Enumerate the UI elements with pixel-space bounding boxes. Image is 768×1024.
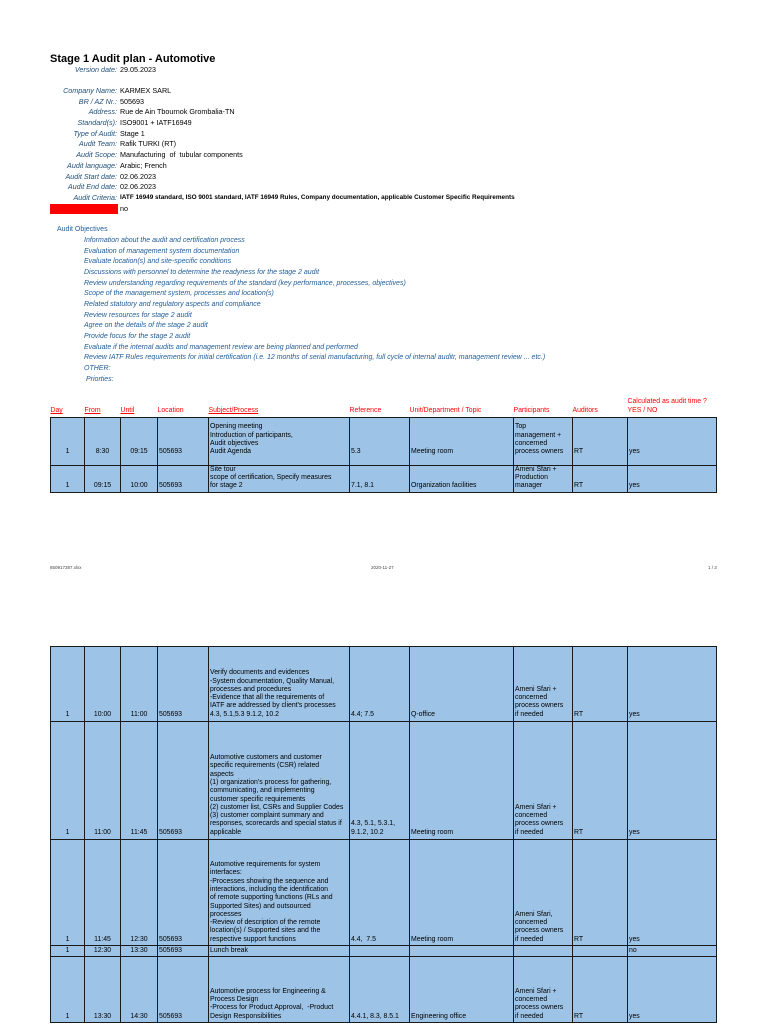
schedule-cell-calculated: yes <box>628 647 717 722</box>
schedule-cell-participants: Ameni Sfari + concerned process owners if needed <box>514 957 573 1023</box>
info-value: IATF 16949 standard, ISO 9001 standard, IATF 16949 Rules, Company documentation, applicable Customer Specific Requirements <box>120 193 515 201</box>
info-label-highlight <box>0 204 117 215</box>
objectives-priorities-label: Priorties: <box>86 375 114 383</box>
footer-page-number: 1 / 3 <box>708 564 717 570</box>
schedule-cell-auditors: RT <box>573 417 628 465</box>
info-value: 02.06.2023 <box>120 171 156 181</box>
objective-item: Information about the audit and certification process <box>84 236 245 244</box>
schedule-cell-from: 12:30 <box>85 946 121 957</box>
info-row-standards <box>0 118 768 129</box>
column-header-subject: Subject/Process <box>208 407 259 414</box>
info-row-address <box>0 107 768 118</box>
schedule-cell-from: 11:45 <box>85 840 121 946</box>
schedule-cell-auditors: RT <box>573 647 628 722</box>
schedule-cell-from: 8:30 <box>85 417 121 465</box>
schedule-cell-participants: Ameni Sfari + Production manager <box>514 465 573 493</box>
schedule-cell-participants <box>514 946 573 957</box>
info-row-end-date <box>0 182 768 193</box>
schedule-cell-day: 1 <box>51 465 85 493</box>
version-value: 29.05.2023 <box>120 64 156 74</box>
info-label: BR / AZ Nr.: <box>78 96 117 106</box>
schedule-cell-until: 13:30 <box>121 946 158 957</box>
info-value: no <box>120 203 128 213</box>
info-row-audit-criteria <box>0 193 768 204</box>
column-header-participants: Participants <box>513 407 550 414</box>
footer-filename: 850917387.xlsx <box>50 564 82 570</box>
schedule-cell-location: 505693 <box>158 465 209 493</box>
objective-item: Evaluate location(s) and site-specific conditions <box>84 258 232 266</box>
info-label: Address: <box>88 107 117 117</box>
info-label: Standard(s): <box>77 118 117 128</box>
column-header-location: Location <box>157 407 184 414</box>
info-label: Audit Start date: <box>65 171 117 181</box>
schedule-cell-calculated: yes <box>628 465 717 493</box>
column-header-unit: Unit/Department / Topic <box>409 407 482 414</box>
schedule-cell-until: 10:00 <box>121 465 158 493</box>
schedule-cell-from: 09:15 <box>85 465 121 493</box>
info-value: 505693 <box>120 96 144 106</box>
schedule-cell-reference: 4.4.1, 8.3, 8.5.1 <box>350 957 410 1023</box>
audit-info-block <box>0 86 768 214</box>
schedule-cell-unit: Meeting room <box>410 722 514 840</box>
schedule-body-page-2 <box>51 647 717 1023</box>
objectives-other-label: OTHER: <box>84 365 111 373</box>
schedule-cell-calculated: yes <box>628 417 717 465</box>
column-header-auditors: Auditors <box>572 407 598 414</box>
schedule-cell-calculated: yes <box>628 840 717 946</box>
info-row-audit-language <box>0 161 768 172</box>
schedule-cell-reference: 4.4, 7.5 <box>350 840 410 946</box>
schedule-cell-participants: Ameni Sfari, concerned process owners if needed <box>514 840 573 946</box>
info-value: 02.06.2023 <box>120 182 156 192</box>
schedule-cell-auditors: RT <box>573 465 628 493</box>
info-row-audit-type <box>0 129 768 140</box>
objectives-heading: Audit Objectives <box>57 226 108 234</box>
schedule-cell-unit: Meeting room <box>410 417 514 465</box>
schedule-cell-participants: Ameni Sfari + concerned process owners if needed <box>514 647 573 722</box>
info-row-start-date <box>0 172 768 183</box>
schedule-cell-day: 1 <box>51 647 85 722</box>
schedule-cell-day: 1 <box>51 840 85 946</box>
schedule-cell-from: 10:00 <box>85 647 121 722</box>
schedule-cell-subject: Opening meeting Introduction of participants, Audit objectives Audit Agenda <box>209 417 350 465</box>
schedule-cell-calculated: yes <box>628 957 717 1023</box>
info-label: Audit Team: <box>78 139 117 149</box>
schedule-row <box>51 946 717 957</box>
schedule-cell-auditors: RT <box>573 722 628 840</box>
schedule-table-page-2 <box>50 646 717 1023</box>
schedule-cell-from: 11:00 <box>85 722 121 840</box>
objective-item: Provide focus for the stage 2 audit <box>84 333 191 341</box>
column-header-day: Day <box>50 407 63 414</box>
schedule-header-row <box>51 397 717 417</box>
objective-item: Discussions with personnel to determine the readyness for the stage 2 audit <box>84 268 320 276</box>
version-row <box>0 65 768 76</box>
schedule-table-page-1 <box>50 397 717 493</box>
schedule-cell-auditors <box>573 946 628 957</box>
schedule-row <box>51 722 717 840</box>
schedule-cell-location: 505693 <box>158 722 209 840</box>
info-value: Rue de Ain Tbournok Grombalia-TN <box>120 107 235 117</box>
schedule-row <box>51 465 717 493</box>
schedule-cell-unit: Meeting room <box>410 840 514 946</box>
schedule-row <box>51 957 717 1023</box>
schedule-cell-subject: Automotive customers and customer specific requirements (CSR) related aspects (1) organization's process for gathering, communicating, and implementing customer specific requirements (2) customer list, CSRs and Supplier Codes (3) customer complaint summary and responses, scorecards and special status if applicable <box>209 722 350 840</box>
schedule-row <box>51 647 717 722</box>
footer-date: 2020-11-27 <box>371 564 394 570</box>
objective-item: Scope of the management system, processes and location(s) <box>84 290 274 298</box>
info-label: Audit Criteria: <box>73 192 117 202</box>
schedule-cell-auditors: RT <box>573 957 628 1023</box>
schedule-cell-unit: Organization facilities <box>410 465 514 493</box>
objective-item: Agree on the details of the stage 2 audit <box>84 322 208 330</box>
schedule-cell-subject: Verify documents and evidences -System documentation, Quality Manual, processes and procedures -Evidence that all the requirements of IATF are addressed by client's processes 4.3, 5.1,5.3 9.1.2, 10.2 <box>209 647 350 722</box>
info-label: Type of Audit: <box>73 128 117 138</box>
schedule-cell-location: 505693 <box>158 840 209 946</box>
schedule-cell-subject: Automotive requirements for system interfaces: -Processes showing the sequence and interactions, including the identification of remote supporting functions (RLs and Supported Sites) and outsourced processes -Review of description of the remote location(s) / Supported sites and the respective support functions <box>209 840 350 946</box>
schedule-cell-until: 09:15 <box>121 417 158 465</box>
info-row-audit-team <box>0 139 768 150</box>
objective-item: Review resources for stage 2 audit <box>84 311 192 319</box>
schedule-cell-until: 14:30 <box>121 957 158 1023</box>
red-highlight-box <box>50 204 118 214</box>
schedule-cell-auditors: RT <box>573 840 628 946</box>
schedule-cell-participants: Ameni Sfari + concerned process owners if needed <box>514 722 573 840</box>
info-value: KARMEX SARL <box>120 86 172 96</box>
info-value: Stage 1 <box>120 128 145 138</box>
info-row-company <box>0 86 768 97</box>
schedule-row <box>51 840 717 946</box>
schedule-cell-reference: 5.3 <box>350 417 410 465</box>
column-header-from: From <box>84 407 101 414</box>
column-header-calculated: Calculated as audit time ? YES / NO <box>627 398 707 414</box>
schedule-cell-unit: Q-office <box>410 647 514 722</box>
info-label: Company Name: <box>63 86 117 96</box>
schedule-cell-reference: 7.1, 8.1 <box>350 465 410 493</box>
objective-item: Review understanding regarding requirements of the standard (key performance, processes, objectives) <box>84 279 406 287</box>
info-value: Manufacturing of tubular components <box>120 150 243 160</box>
info-row-audit-scope <box>0 150 768 161</box>
schedule-cell-location: 505693 <box>158 957 209 1023</box>
schedule-cell-day: 1 <box>51 957 85 1023</box>
schedule-cell-location: 505693 <box>158 417 209 465</box>
schedule-cell-reference: 4.4; 7.5 <box>350 647 410 722</box>
schedule-cell-participants: Top management + concerned process owners <box>514 417 573 465</box>
column-header-reference: Reference <box>349 407 382 414</box>
info-value: Arabic; French <box>120 160 167 170</box>
schedule-cell-unit: Engineering office <box>410 957 514 1023</box>
schedule-cell-location: 505693 <box>158 647 209 722</box>
schedule-cell-day: 1 <box>51 722 85 840</box>
schedule-cell-subject: Automotive process for Engineering & Process Design -Process for Product Approval, -Product Design Responsibilities <box>209 957 350 1023</box>
schedule-cell-location: 505693 <box>158 946 209 957</box>
schedule-cell-day: 1 <box>51 417 85 465</box>
objective-item: Related statutory and regulatory aspects and compliance <box>84 300 261 308</box>
version-label: Version date: <box>74 64 117 74</box>
schedule-body-page-1 <box>51 417 717 493</box>
schedule-cell-reference: 4.3, 5.1, 5.3.1, 9.1.2, 10.2 <box>350 722 410 840</box>
info-label: Audit language: <box>67 160 117 170</box>
schedule-cell-until: 12:30 <box>121 840 158 946</box>
document-title: Stage 1 Audit plan - Automotive <box>50 53 216 65</box>
info-label: Audit Scope: <box>76 150 117 160</box>
schedule-cell-until: 11:00 <box>121 647 158 722</box>
schedule-cell-subject: Site tour scope of certification, Specify measures for stage 2 <box>209 465 350 493</box>
schedule-cell-unit <box>410 946 514 957</box>
objective-item: Evaluation of management system documentation <box>84 247 240 255</box>
audit-objectives <box>0 225 768 385</box>
schedule-cell-day: 1 <box>51 946 85 957</box>
version-block <box>0 65 768 76</box>
info-row-br-nr <box>0 97 768 108</box>
schedule-cell-reference <box>350 946 410 957</box>
objective-item: Evaluate if the internal audits and management review are being planned and performed <box>84 343 358 351</box>
info-value: ISO9001 + IATF16949 <box>120 118 192 128</box>
schedule-cell-until: 11:45 <box>121 722 158 840</box>
schedule-cell-calculated: yes <box>628 722 717 840</box>
schedule-cell-calculated: no <box>628 946 717 957</box>
schedule-cell-subject: Lunch break <box>209 946 350 957</box>
info-row-highlighted <box>0 204 768 215</box>
schedule-cell-from: 13:30 <box>85 957 121 1023</box>
schedule-row <box>51 417 717 465</box>
column-header-until: Until <box>120 407 135 414</box>
info-label: Audit End date: <box>67 182 117 192</box>
info-value: Rafik TURKI (RT) <box>120 139 177 149</box>
objective-item: Review IATF Rules requirements for initial certification (i.e. 12 months of serial manufacturing, full cycle of internal auditr, management review ... etc.) <box>84 354 546 362</box>
